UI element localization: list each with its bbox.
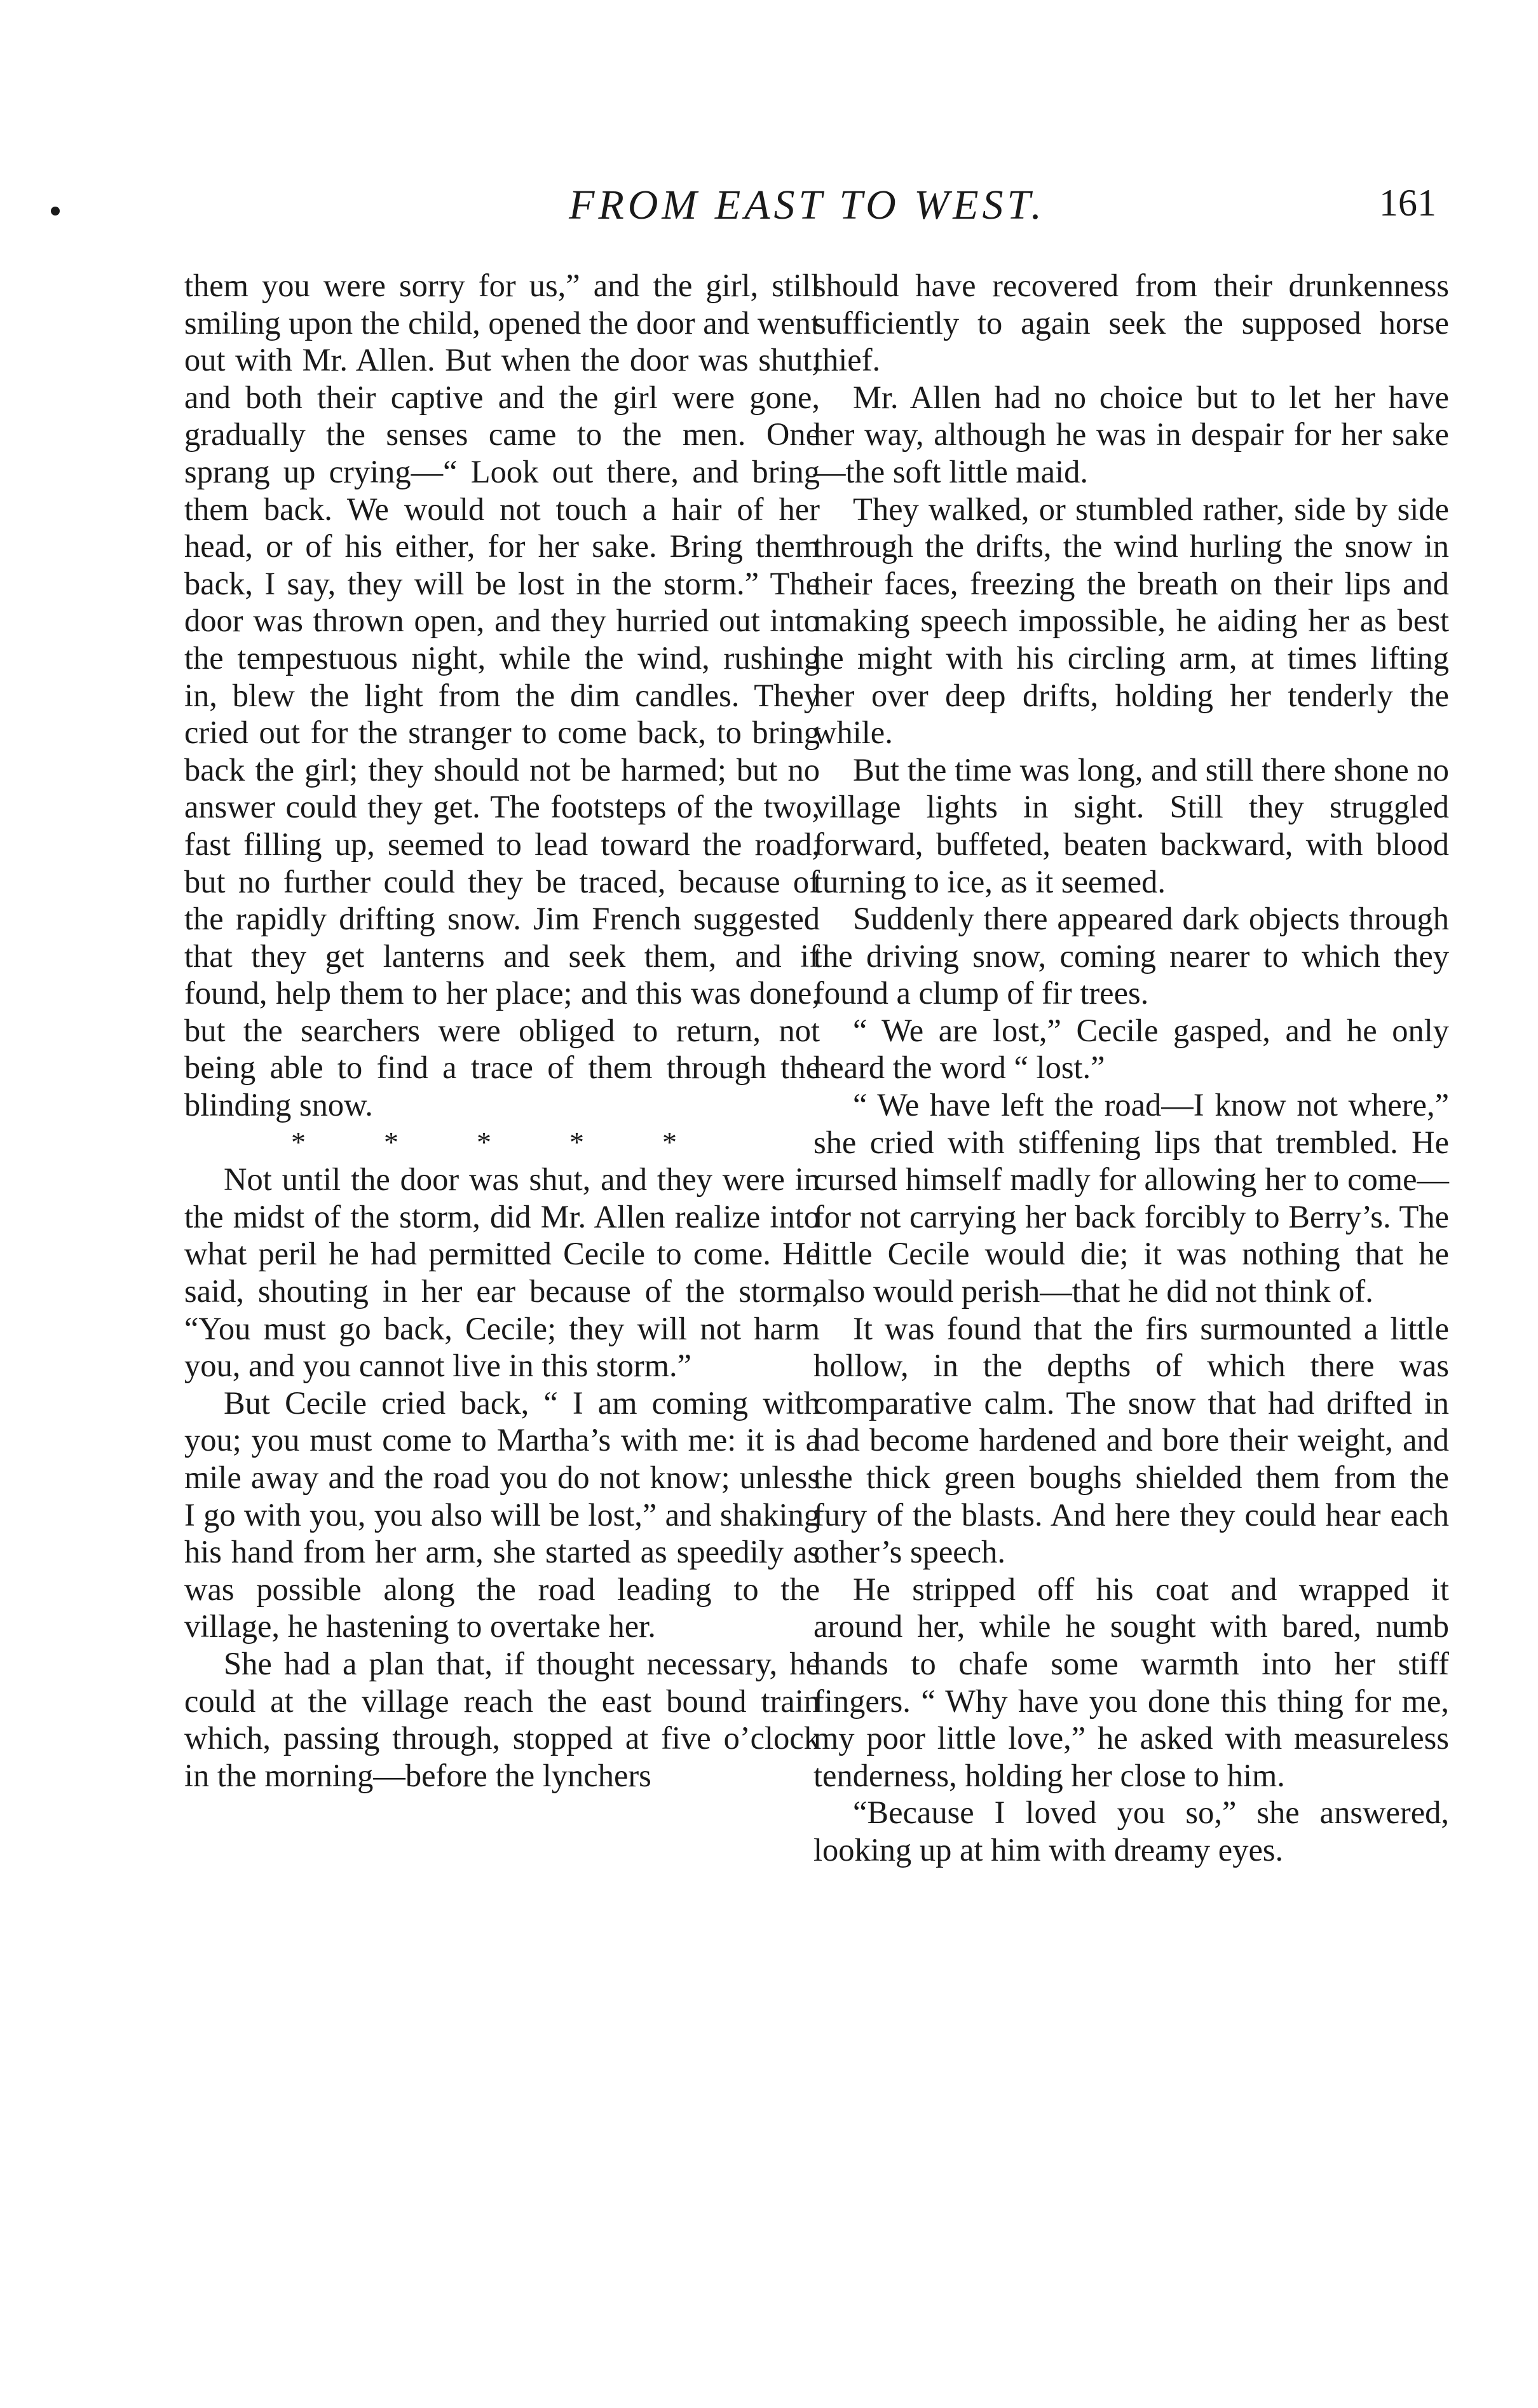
section-break-star: *	[477, 1125, 491, 1158]
paragraph: But the time was long, and still there shone no village lights in sight. Still they struggled forward, buffeted, beaten backward, with blood turning to ice, as it seemed.	[813, 751, 1449, 900]
paragraph: them you were sorry for us,” and the girl, still smiling upon the child, opened the door and went out with Mr. Allen. But when the door was shut, and both their captive and the girl were gone, gradually the senses came to the men. One sprang up crying—“ Look out there, and bring them back. We would not touch a hair of her head, or of his either, for her sake. Bring them back, I say, they will be lost in the storm.” The door was thrown open, and they hurried out into the tempestuous night, while the wind, rushing in, blew the light from the dim candles. They cried out for the stranger to come back, to bring back the girl; they should not be harmed; but no answer could they get. The footsteps of the two, fast filling up, seemed to lead toward the road, but no further could they be traced, because of the rapidly drifting snow. Jim French suggested that they get lanterns and seek them, and if found, help them to her place; and this was done, but the searchers were obliged to return, not being able to find a trace of them through the blinding snow.	[184, 268, 820, 1123]
paragraph: “ We are lost,” Cecile gasped, and he only heard the word “ lost.”	[813, 1012, 1449, 1086]
running-head	[178, 181, 1436, 232]
left-column	[184, 267, 820, 1794]
paragraph: They walked, or stumbled rather, side by side through the drifts, the wind hurling the snow in their faces, freezing the breath on their lips and making speech impossible, he aiding her as best he might with his circling arm, at times lifting her over deep drifts, holding her tenderly the while.	[813, 491, 1449, 751]
paragraph: But Cecile cried back, “ I am coming with you; you must come to Martha’s with me: it is a mile away and the road you do not know; unless I go with you, you also will be lost,” and shaking his hand from her arm, she started as speedily as was possible along the road leading to the village, he hastening to overtake her.	[184, 1385, 820, 1645]
paragraph: Not until the door was shut, and they were in the midst of the storm, did Mr. Allen realize into what peril he had permitted Cecile to come. He said, shouting in her ear because of the storm, “You must go back, Cecile; they will not harm you, and you cannot live in this storm.”	[184, 1161, 820, 1384]
page-number: 161	[1379, 182, 1436, 224]
right-column	[813, 267, 1449, 1869]
section-break-star: *	[662, 1125, 677, 1158]
section-break-star: *	[291, 1125, 306, 1158]
section-break-star: *	[384, 1125, 398, 1158]
section-break-star: *	[569, 1125, 584, 1158]
paragraph: “Because I loved you so,” she answered, looking up at him with dreamy eyes.	[813, 1795, 1449, 1868]
page-title: FROM EAST TO WEST.	[569, 182, 1045, 228]
paragraph: He stripped off his coat and wrapped it around her, while he sought with bared, numb hands to chafe some warmth into her stiff fingers. “ Why have you done this thing for me, my poor little love,” he asked with measureless tenderness, holding her close to him.	[813, 1571, 1449, 1793]
paragraph: She had a plan that, if thought necessary, he could at the village reach the east bound train which, passing through, stopped at five o’clock in the morning—before the lynchers	[184, 1645, 820, 1793]
paragraph: Suddenly there appeared dark objects through the driving snow, coming nearer to which they found a clump of fir trees.	[813, 901, 1449, 1011]
paragraph: should have recovered from their drunkenness sufficiently to again seek the supposed horse thief.	[813, 268, 1449, 378]
paragraph: Mr. Allen had no choice but to let her have her way, although he was in despair for her sake—the soft little maid.	[813, 379, 1449, 489]
paragraph: It was found that the firs surmounted a little hollow, in the depths of which there was comparative calm. The snow that had drifted in had become hardened and bore their weight, and the thick green boughs shielded them from the fury of the blasts. And here they could hear each other’s speech.	[813, 1310, 1449, 1570]
section-break	[184, 1124, 820, 1161]
margin-mark	[51, 207, 60, 215]
paragraph: “ We have left the road—I know not where,” she cried with stiffening lips that trembled. He cursed himself madly for allowing her to come—for not carrying her back forcibly to Berry’s. The little Cecile would die; it was nothing that he also would perish—that he did not think of.	[813, 1087, 1449, 1310]
